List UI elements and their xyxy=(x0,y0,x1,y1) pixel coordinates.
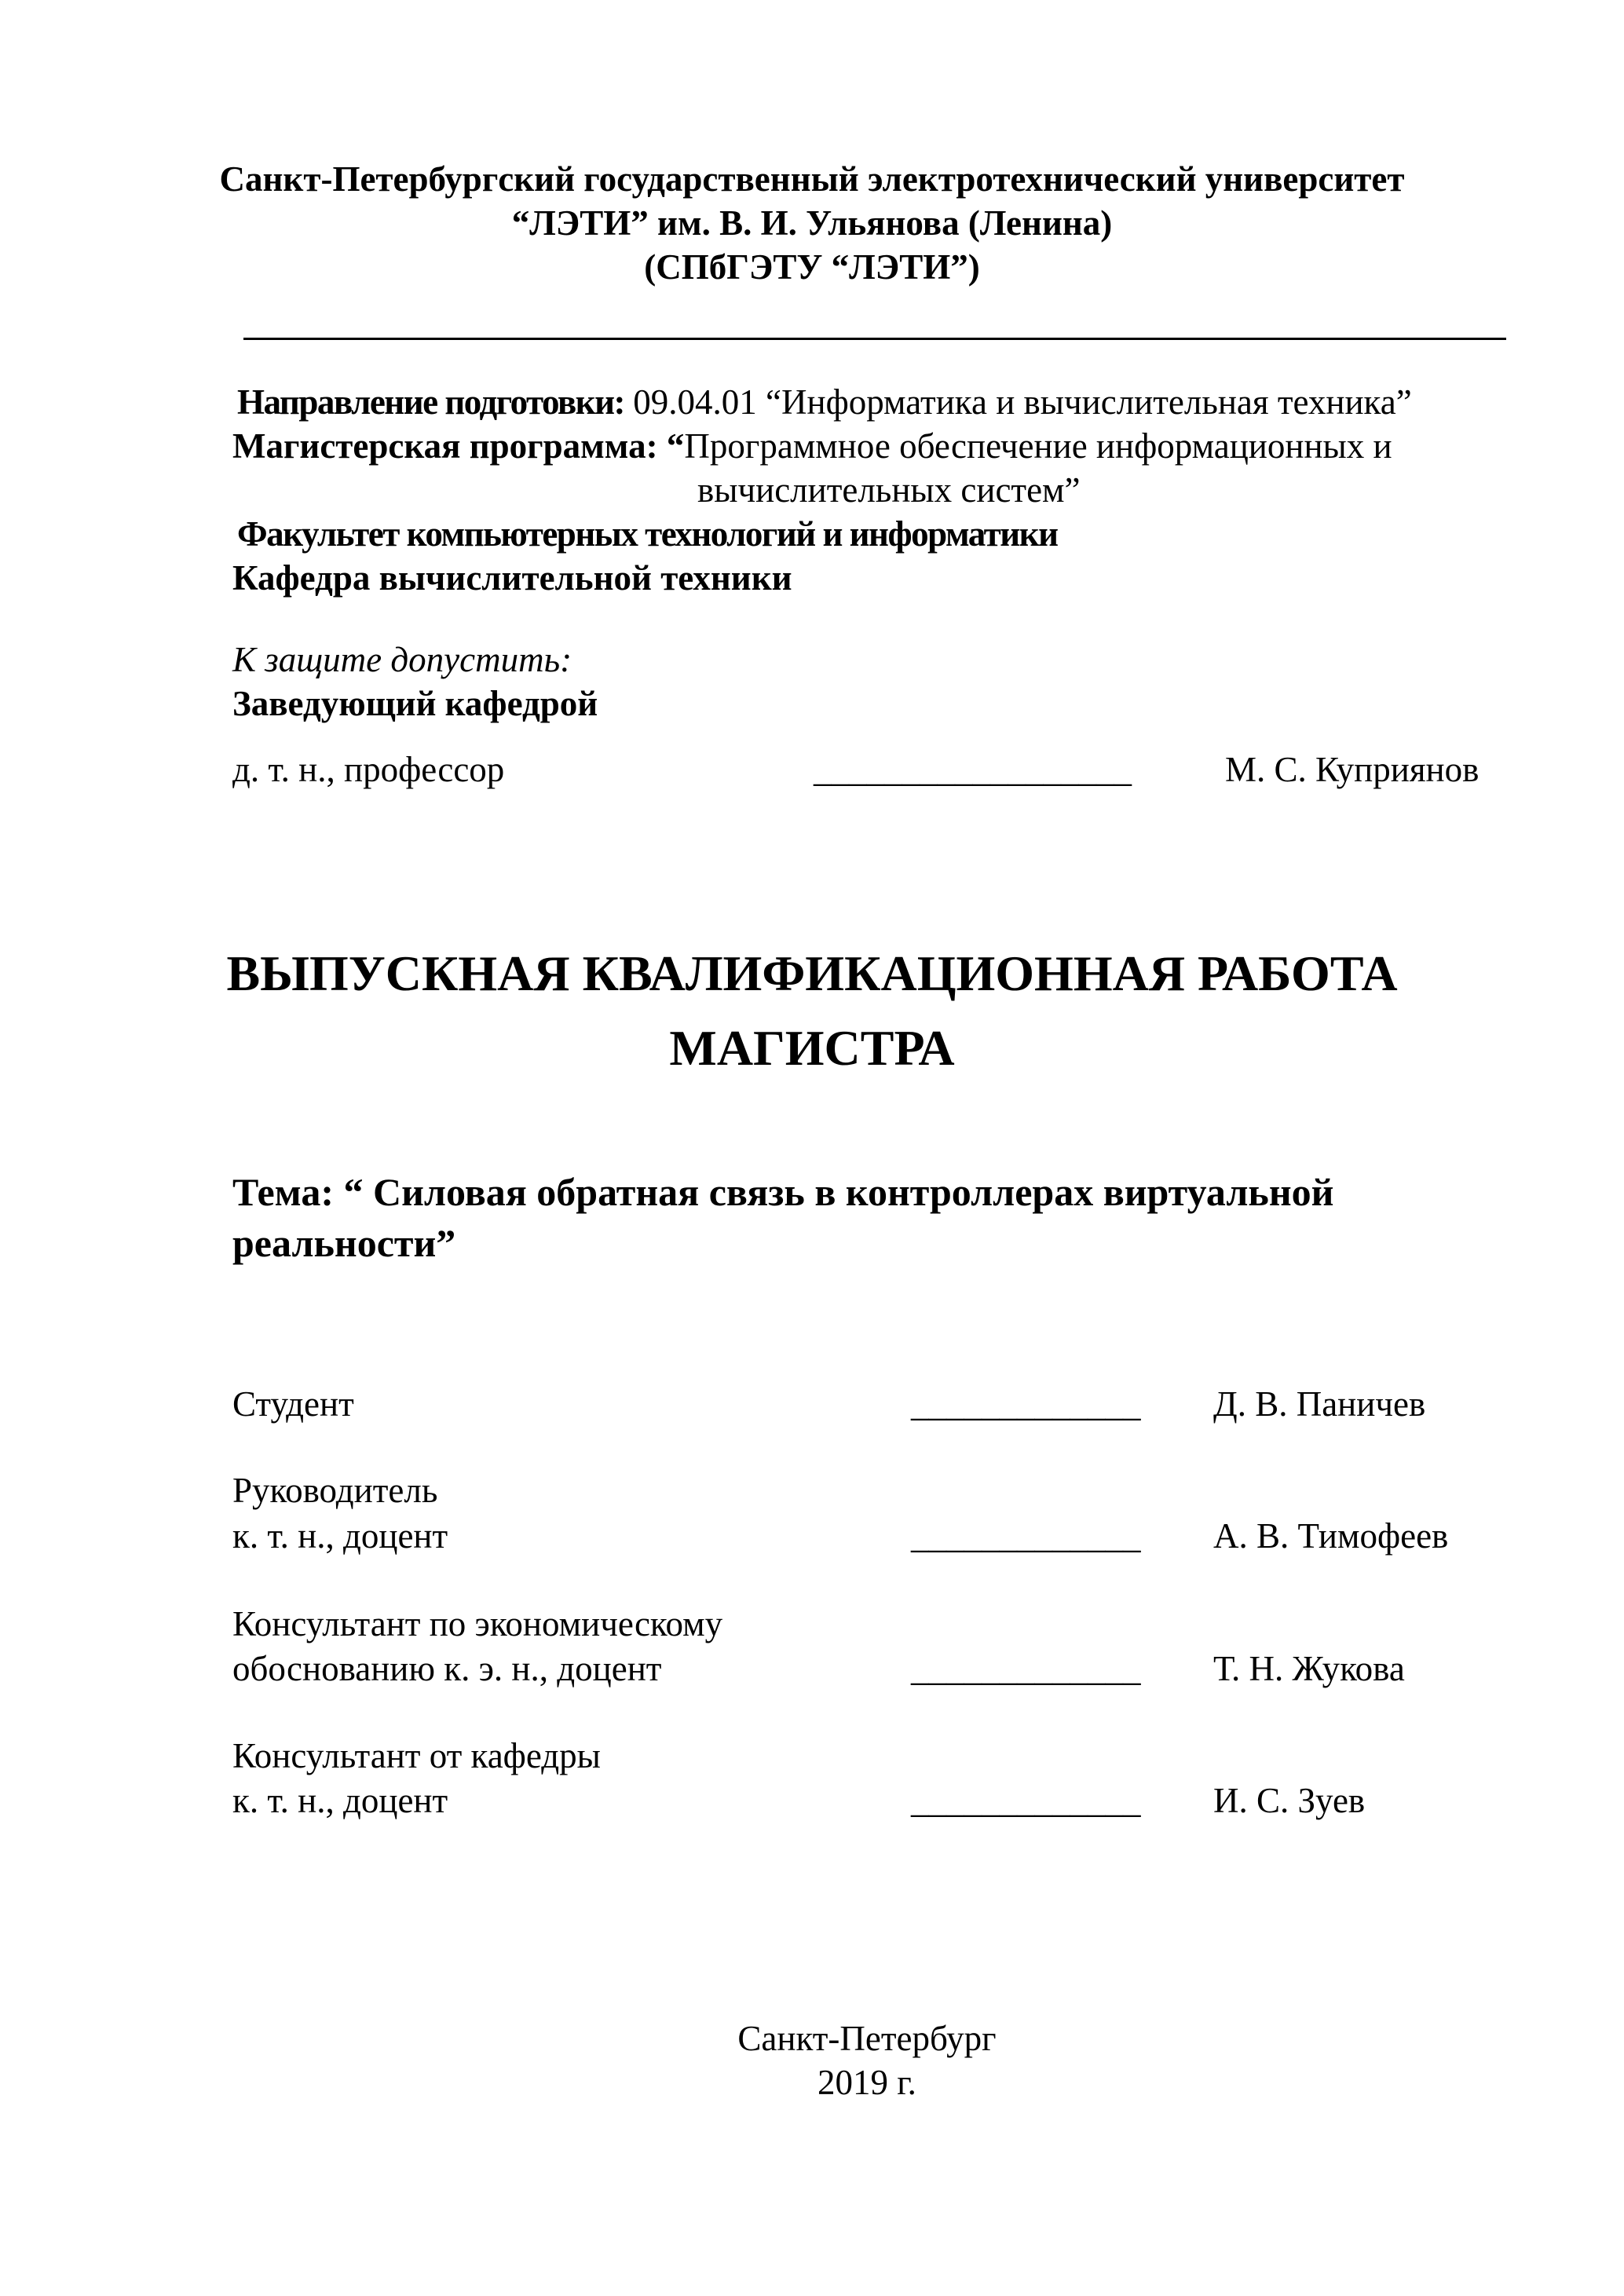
header-divider xyxy=(243,338,1506,340)
thesis-title-line1: ВЫПУСКНАЯ КВАЛИФИКАЦИОННАЯ РАБОТА xyxy=(226,945,1398,1001)
direction-line xyxy=(237,380,1412,424)
university-abbr: (СПбГЭТУ “ЛЭТИ”) xyxy=(644,247,980,287)
head-name: М. С. Куприянов xyxy=(1225,750,1480,789)
faculty: Факультет компьютерных технологий и информатики xyxy=(237,514,1058,554)
signatory-degree: к. т. н., доцент xyxy=(232,1781,448,1820)
admit-label: К защите допустить: xyxy=(232,640,572,679)
signatory-role: Студент xyxy=(232,1384,354,1424)
topic-line2: реальности” xyxy=(232,1221,456,1265)
direction-value: 09.04.01 “Информатика и вычислительная техника” xyxy=(624,382,1412,422)
signatory-role: Руководитель xyxy=(232,1471,438,1510)
signatory-role: Консультант от кафедры xyxy=(232,1736,601,1775)
signatory-name: Т. Н. Жукова xyxy=(1213,1649,1405,1688)
master-program-line xyxy=(232,424,1392,468)
master-program-value-cont: вычислительных систем” xyxy=(697,470,1081,510)
footer-city: Санкт-Петербург xyxy=(737,2019,997,2058)
thesis-title-line2: МАГИСТРА xyxy=(669,1020,955,1076)
head-of-department: Заведующий кафедрой xyxy=(232,684,598,723)
head-degree: д. т. н., профессор xyxy=(232,750,505,789)
signatory-degree: обоснованию к. э. н., доцент xyxy=(232,1649,662,1688)
direction-label: Направление подготовки: xyxy=(237,382,625,422)
university-leti: “ЛЭТИ” им. В. И. Ульянова (Ленина) xyxy=(511,203,1113,243)
signature-line: _____________ xyxy=(911,1781,1141,1820)
signatory-name: Д. В. Паничев xyxy=(1213,1384,1426,1424)
signature-line: _____________ xyxy=(911,1649,1141,1688)
master-program-value: Программное обеспечение информационных и xyxy=(684,426,1392,466)
signatory-degree: к. т. н., доцент xyxy=(232,1516,448,1556)
signatory-role: Консультант по экономическому xyxy=(232,1604,723,1643)
signatory-name: И. С. Зуев xyxy=(1213,1781,1366,1820)
signature-line: _____________ xyxy=(911,1384,1141,1424)
master-program-label: Магистерская программа: “ xyxy=(232,426,685,466)
department: Кафедра вычислительной техники xyxy=(232,558,792,598)
topic-line1: Тема: “ Силовая обратная связь в контроллерах виртуальной xyxy=(232,1170,1334,1214)
university-name: Санкт-Петербургский государственный электротехнический университет xyxy=(219,159,1405,199)
footer-year: 2019 г. xyxy=(817,2063,916,2102)
head-signature-line: __________________ xyxy=(814,750,1132,789)
signature-line: _____________ xyxy=(911,1516,1141,1556)
signatory-name: А. В. Тимофеев xyxy=(1213,1516,1449,1556)
